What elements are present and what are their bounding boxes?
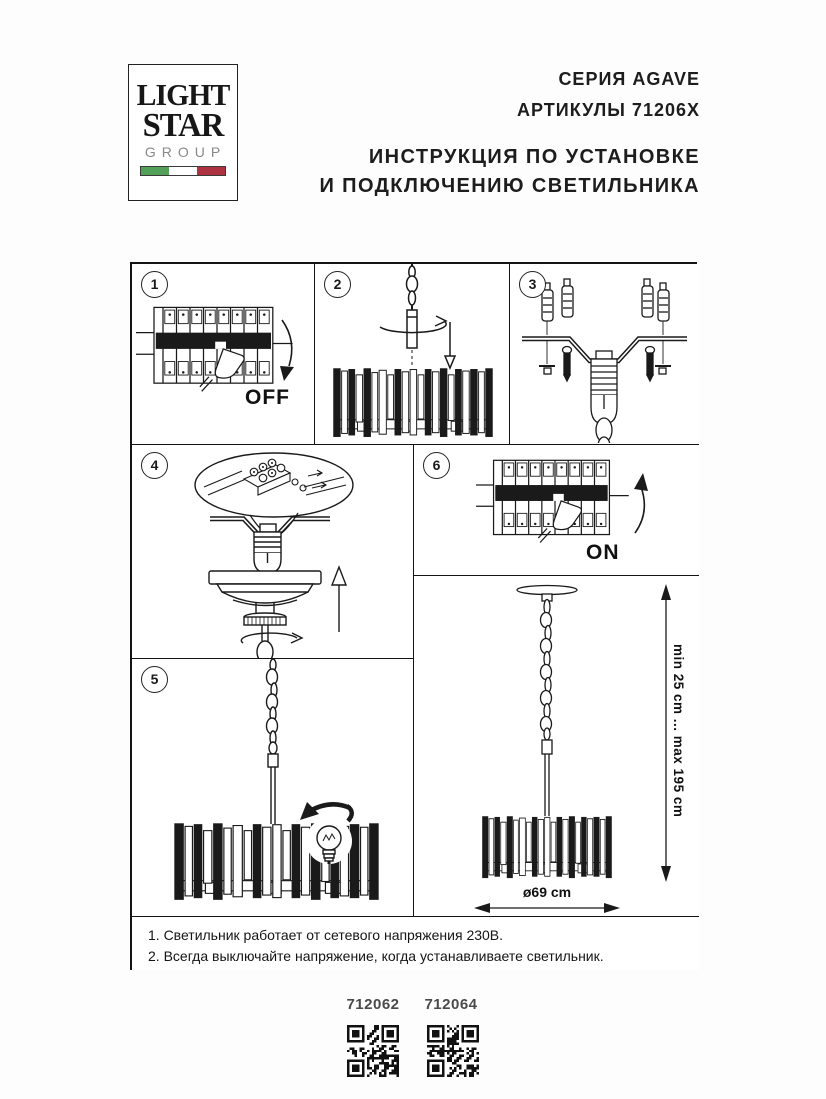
articles-line: АРТИКУЛЫ 71206X bbox=[517, 100, 700, 120]
flag-red bbox=[197, 167, 225, 175]
height-dimension-label: min 25 cm ... max 195 cm bbox=[671, 644, 686, 818]
off-label: OFF bbox=[245, 386, 290, 409]
title-line-1: ИНСТРУКЦИЯ ПО УСТАНОВКЕ bbox=[368, 146, 700, 168]
series-line: СЕРИЯ AGAVE bbox=[558, 69, 700, 89]
assembled-fixture-diagram bbox=[414, 576, 699, 916]
step-5-panel bbox=[132, 659, 414, 917]
wiring-and-canopy-diagram bbox=[132, 445, 414, 658]
article-number-712064: 712064 bbox=[424, 996, 478, 1013]
flag-green bbox=[141, 167, 169, 175]
qr-code-712064 bbox=[427, 1025, 479, 1077]
step-6-number: 6 bbox=[423, 452, 450, 479]
step-1-panel bbox=[132, 264, 315, 445]
instruction-diagram-grid bbox=[130, 262, 697, 970]
step-3-number: 3 bbox=[519, 271, 546, 298]
breaker-on-diagram bbox=[414, 445, 699, 575]
step-2-number: 2 bbox=[324, 271, 351, 298]
note-2: 2. Всегда выключайте напряжение, когда устанавливаете светильник. bbox=[148, 948, 604, 964]
step-5-number: 5 bbox=[141, 666, 168, 693]
bulb-install-diagram bbox=[132, 659, 414, 916]
qr-code-712062 bbox=[347, 1025, 399, 1077]
safety-notes bbox=[132, 917, 699, 970]
step-1-number: 1 bbox=[141, 271, 168, 298]
logo-text-light: LIGHT bbox=[136, 77, 230, 112]
logo-text-star: STAR bbox=[142, 107, 224, 144]
step-4-number: 4 bbox=[141, 452, 168, 479]
document-header bbox=[319, 64, 700, 201]
diameter-dimension-label: ø69 cm bbox=[522, 884, 572, 900]
on-label: ON bbox=[586, 541, 620, 564]
flag-white bbox=[169, 167, 197, 175]
step-6-panel bbox=[414, 445, 699, 576]
lightstar-logo bbox=[128, 64, 238, 201]
step-3-panel bbox=[510, 264, 699, 445]
logo-text-group: GROUP bbox=[144, 144, 227, 160]
breaker-off-diagram bbox=[132, 274, 315, 434]
note-1: 1. Светильник работает от сетевого напряжения 230В. bbox=[148, 927, 504, 943]
step-4-panel bbox=[132, 445, 414, 659]
article-number-712062: 712062 bbox=[346, 996, 400, 1013]
fixture-dimensions-panel bbox=[414, 576, 699, 917]
italian-flag-stripe bbox=[140, 166, 226, 176]
title-line-2: И ПОДКЛЮЧЕНИЮ СВЕТИЛЬНИКА bbox=[319, 175, 700, 197]
step-2-panel bbox=[315, 264, 510, 445]
